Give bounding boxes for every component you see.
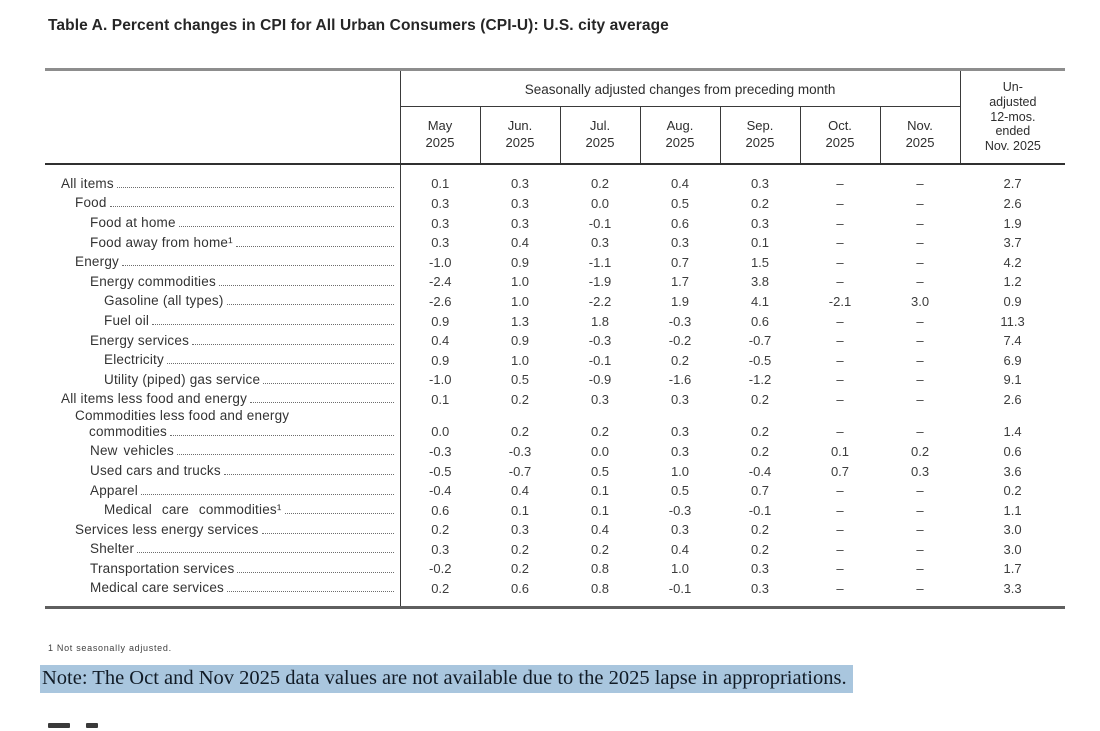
value-cell: 0.1 (830, 443, 850, 459)
row-label: New vehicles (90, 443, 174, 459)
row-label-cell (45, 538, 400, 558)
value-cell: 0.1 (431, 176, 450, 192)
value-cell: 1.9 (1003, 215, 1022, 231)
value-cell: -0.1 (668, 581, 692, 597)
value-cell: 1.7 (670, 274, 690, 290)
value-cell: 0.3 (590, 391, 610, 407)
value-cell: 2.7 (1003, 176, 1022, 192)
value-cell: 3.3 (1003, 581, 1022, 597)
value-cell: -2.2 (588, 293, 612, 309)
value-cell: 1.0 (510, 274, 530, 290)
dot-leader (237, 572, 393, 573)
table-row (45, 388, 1065, 408)
value-cell: 0.2 (750, 196, 770, 211)
row-label-cell (45, 388, 400, 408)
value-cell: 0.6 (510, 581, 530, 597)
value-cell: -2.1 (828, 293, 852, 309)
dot-leader (141, 494, 394, 495)
stub-header-cell (45, 70, 400, 165)
table-row (45, 499, 1065, 519)
value-cell: 0.3 (670, 391, 690, 407)
row-label: Food (75, 195, 107, 211)
value-cell: – (836, 561, 844, 577)
row-label: Energy services (90, 332, 190, 348)
dot-leader (227, 591, 394, 592)
value-cell: 0.5 (670, 483, 690, 499)
dot-leader (250, 402, 393, 403)
value-cell: 0.3 (590, 235, 610, 251)
value-cell: – (916, 391, 924, 407)
value-cell: -0.1 (588, 352, 612, 368)
row-label: Gasoline (all types) (104, 293, 224, 309)
column-header-sep: Sep. 2025 (720, 107, 800, 165)
value-cell: 0.9 (431, 352, 450, 368)
value-cell: 0.2 (590, 424, 610, 440)
value-cell: 0.4 (590, 522, 610, 538)
value-cell: 0.6 (1003, 443, 1022, 459)
value-cell: 0.5 (670, 196, 690, 211)
value-cell: 0.2 (431, 522, 450, 538)
value-cell: 1.5 (750, 254, 770, 270)
value-cell: 0.4 (670, 541, 690, 557)
row-label: Services less energy services (75, 521, 259, 537)
value-cell: 0.3 (750, 561, 770, 577)
value-cell: 0.6 (431, 502, 450, 518)
row-label-cell (45, 231, 400, 251)
value-cell: 2.6 (1003, 196, 1022, 211)
value-cell: 0.8 (590, 561, 610, 577)
value-cell: – (836, 254, 844, 270)
value-cell: – (916, 561, 924, 577)
table-row (45, 192, 1065, 212)
table-row (45, 368, 1065, 388)
table-row (45, 518, 1065, 538)
value-cell: -0.2 (668, 333, 692, 349)
row-label: Medical care services (90, 580, 224, 596)
value-cell: 0.2 (750, 424, 770, 440)
footnote-not-seasonally-adjusted: 1 Not seasonally adjusted. (48, 643, 172, 653)
value-cell: – (836, 424, 844, 440)
value-cell: 0.9 (510, 254, 530, 270)
value-cell: – (836, 581, 844, 597)
value-cell: 1.9 (670, 293, 690, 309)
row-label: Utility (piped) gas service (104, 371, 261, 387)
table-header (45, 70, 1065, 165)
value-cell: 1.0 (670, 463, 690, 479)
value-cell: -0.9 (588, 372, 612, 388)
value-cell: – (836, 372, 844, 388)
value-cell: 0.2 (510, 391, 530, 407)
value-cell: – (836, 274, 844, 290)
value-cell: 0.2 (750, 443, 770, 459)
value-cell: 3.7 (1003, 235, 1022, 251)
value-cell: – (836, 391, 844, 407)
value-cell: 1.3 (510, 313, 530, 329)
value-cell: – (916, 176, 924, 192)
value-cell: 0.1 (431, 391, 450, 407)
value-cell: -0.3 (668, 502, 692, 518)
row-label-cell (45, 310, 400, 330)
value-cell: 1.4 (1003, 424, 1022, 440)
value-cell: 0.3 (670, 235, 690, 251)
partially-visible-text (86, 723, 98, 728)
value-cell: -0.3 (429, 443, 452, 459)
value-cell: 0.2 (510, 424, 530, 440)
value-cell: 1.1 (1003, 502, 1022, 518)
value-cell: 0.2 (670, 352, 690, 368)
table-row (45, 310, 1065, 330)
row-label: Apparel (90, 482, 138, 498)
dot-leader (177, 454, 394, 455)
dot-leader (285, 513, 394, 514)
table-row (45, 538, 1065, 558)
value-cell: 0.6 (670, 215, 690, 231)
note-line (40, 667, 1050, 690)
column-header-jun: Jun. 2025 (480, 107, 560, 165)
row-label-cell (45, 192, 400, 212)
value-cell: 0.3 (510, 176, 530, 192)
row-label: commodities (89, 423, 167, 439)
value-cell: – (916, 522, 924, 538)
table-row (45, 349, 1065, 369)
unadjusted-line: Un- (1002, 80, 1023, 95)
value-cell: 0.3 (431, 196, 450, 211)
value-cell: 0.3 (510, 196, 530, 211)
row-label-cell (45, 329, 400, 349)
table-row (45, 231, 1065, 251)
value-cell: – (836, 352, 844, 368)
value-cell: – (916, 352, 924, 368)
row-label-cell (45, 577, 400, 607)
value-cell: 0.8 (590, 581, 610, 597)
row-label-cell (45, 479, 400, 499)
dot-leader (152, 324, 393, 325)
table-row (45, 479, 1065, 499)
value-cell: 3.6 (1003, 463, 1022, 479)
table-row (45, 577, 1065, 607)
value-cell: – (916, 274, 924, 290)
row-label: All items less food and energy (61, 391, 248, 407)
row-label: Medical care commodities¹ (104, 502, 282, 518)
value-cell: 0.2 (431, 581, 450, 597)
value-cell: 0.3 (750, 176, 770, 192)
value-cell: 0.0 (590, 443, 610, 459)
dot-leader (110, 206, 394, 207)
value-cell: -1.2 (748, 372, 772, 388)
value-cell: 0.2 (750, 391, 770, 407)
value-cell: – (836, 235, 844, 251)
value-cell: 3.0 (1003, 541, 1022, 557)
value-cell: -0.3 (668, 313, 692, 329)
value-cell: -0.3 (588, 333, 612, 349)
value-cell: -0.1 (748, 502, 772, 518)
row-label-cell (45, 557, 400, 577)
value-cell: 3.0 (1003, 522, 1022, 538)
value-cell: – (916, 581, 924, 597)
value-cell: 4.2 (1003, 254, 1022, 270)
value-cell: -0.7 (508, 463, 532, 479)
row-label-cell (45, 164, 400, 192)
value-cell: – (836, 502, 844, 518)
row-label: Shelter (90, 541, 135, 557)
value-cell: -0.5 (748, 352, 772, 368)
table-row (45, 270, 1065, 290)
value-cell: 0.0 (431, 424, 450, 440)
value-cell: 0.7 (750, 483, 770, 499)
unadjusted-line: Nov. 2025 (984, 139, 1041, 154)
unadjusted-line: 12-mos. (990, 109, 1036, 124)
value-cell: 0.3 (670, 424, 690, 440)
value-cell: – (916, 372, 924, 388)
table-row (45, 408, 1065, 440)
value-cell: – (916, 424, 924, 440)
value-cell: 0.3 (670, 443, 690, 459)
dot-leader (192, 344, 393, 345)
row-label: Energy commodities (90, 273, 216, 289)
value-cell: 0.2 (510, 561, 530, 577)
value-cell: -0.4 (429, 483, 452, 499)
table-row (45, 329, 1065, 349)
value-cell: 0.2 (590, 176, 610, 192)
value-cell: -0.1 (588, 215, 612, 231)
value-cell: 6.9 (1003, 352, 1022, 368)
value-cell: – (836, 313, 844, 329)
value-cell: – (836, 176, 844, 192)
value-cell: 0.1 (590, 483, 610, 499)
value-cell: -1.9 (588, 274, 612, 290)
value-cell: 0.5 (510, 372, 530, 388)
value-cell: 1.2 (1003, 274, 1022, 290)
column-header-may: May 2025 (400, 107, 480, 165)
partially-visible-text (48, 723, 70, 728)
value-cell: -2.4 (429, 274, 452, 290)
value-cell: 0.2 (590, 541, 610, 557)
row-label-cell (45, 349, 400, 369)
table-row (45, 212, 1065, 232)
column-header-jul: Jul. 2025 (560, 107, 640, 165)
row-label: All items (61, 175, 114, 191)
value-cell: -1.6 (668, 372, 692, 388)
column-header-nov: Nov. 2025 (880, 107, 960, 165)
value-cell: – (836, 541, 844, 557)
row-label-cell (45, 212, 400, 232)
value-cell: – (916, 313, 924, 329)
value-cell: 4.1 (750, 293, 770, 309)
highlighted-note-text: Note: The Oct and Nov 2025 data values are not available due to the 2025 lapse in appropriations. (40, 665, 853, 693)
value-cell: 0.3 (431, 541, 450, 557)
column-header-oct: Oct. 2025 (800, 107, 880, 165)
dot-leader (167, 363, 394, 364)
row-label: Commodities less food and energy (75, 407, 290, 423)
row-label-cell (45, 460, 400, 480)
dot-leader (219, 285, 394, 286)
value-cell: 0.3 (750, 215, 770, 231)
value-cell: -0.3 (508, 443, 532, 459)
value-cell: 9.1 (1003, 372, 1022, 388)
value-cell: 0.2 (510, 541, 530, 557)
row-label: Electricity (104, 352, 164, 368)
value-cell: 0.2 (1003, 483, 1022, 499)
row-label: Energy (75, 254, 119, 270)
dot-leader (170, 435, 394, 436)
row-label-cell (45, 408, 400, 440)
value-cell: -0.5 (429, 463, 452, 479)
unadjusted-line: ended (995, 124, 1031, 139)
value-cell: 0.3 (510, 215, 530, 231)
value-cell: – (836, 483, 844, 499)
row-label-cell (45, 518, 400, 538)
value-cell: -1.0 (429, 254, 452, 270)
row-label: Transportation services (90, 560, 235, 576)
value-cell: 0.1 (590, 502, 610, 518)
value-cell: 0.4 (670, 176, 690, 192)
dot-leader (263, 383, 393, 384)
value-cell: 1.7 (1003, 561, 1022, 577)
value-cell: – (916, 196, 924, 211)
value-cell: 0.9 (431, 313, 450, 329)
value-cell: 0.3 (431, 215, 450, 231)
value-cell: 3.8 (750, 274, 770, 290)
unadjusted-line: adjusted (989, 94, 1037, 109)
value-cell: – (916, 254, 924, 270)
value-cell: 0.1 (510, 502, 530, 518)
dot-leader (262, 533, 394, 534)
value-cell: 0.3 (670, 522, 690, 538)
value-cell: – (836, 215, 844, 231)
value-cell: 0.2 (750, 541, 770, 557)
row-label-cell (45, 270, 400, 290)
seasonally-adjusted-group-header: Seasonally adjusted changes from preceding month (400, 70, 960, 107)
table-body (45, 164, 1065, 607)
value-cell: 3.0 (911, 293, 930, 309)
value-cell: 0.9 (510, 333, 530, 349)
value-cell: 0.7 (670, 254, 690, 270)
unadjusted-12mo-header (960, 70, 1065, 165)
table-row (45, 251, 1065, 271)
value-cell: – (916, 483, 924, 499)
value-cell: 0.2 (911, 443, 930, 459)
value-cell: 0.5 (590, 463, 610, 479)
row-label-cell (45, 368, 400, 388)
row-label-cell (45, 440, 400, 460)
dot-leader (122, 265, 394, 266)
value-cell: 0.4 (510, 483, 530, 499)
row-label-cell (45, 290, 400, 310)
value-cell: 2.6 (1003, 391, 1022, 407)
row-label: Fuel oil (104, 312, 150, 328)
value-cell: – (916, 333, 924, 349)
page-title: Table A. Percent changes in CPI for All Urban Consumers (CPI-U): U.S. city average (48, 17, 669, 34)
value-cell: 7.4 (1003, 333, 1022, 349)
value-cell: – (836, 333, 844, 349)
row-label: Food away from home¹ (90, 234, 233, 250)
value-cell: 11.3 (1000, 313, 1025, 329)
value-cell: -1.0 (429, 372, 452, 388)
table-row (45, 557, 1065, 577)
row-label-cell (45, 251, 400, 271)
column-header-aug: Aug. 2025 (640, 107, 720, 165)
row-label: Food at home (90, 215, 176, 230)
value-cell: 1.0 (510, 352, 530, 368)
table-row (45, 290, 1065, 310)
dot-leader (227, 304, 394, 305)
value-cell: 0.3 (510, 522, 530, 538)
value-cell: 0.2 (750, 522, 770, 538)
value-cell: 0.3 (750, 581, 770, 597)
value-cell: – (836, 522, 844, 538)
value-cell: 1.8 (590, 313, 610, 329)
value-cell: 1.0 (510, 293, 530, 309)
value-cell: -0.4 (748, 463, 772, 479)
value-cell: 0.3 (911, 463, 930, 479)
value-cell: – (916, 541, 924, 557)
row-label-cell (45, 499, 400, 519)
value-cell: – (836, 196, 844, 211)
table-row (45, 440, 1065, 460)
value-cell: 0.1 (750, 235, 770, 251)
value-cell: 0.7 (830, 463, 850, 479)
value-cell: – (916, 235, 924, 251)
value-cell: 0.9 (1003, 293, 1022, 309)
table-row (45, 460, 1065, 480)
table-row (45, 164, 1065, 192)
cpi-table (45, 68, 1065, 609)
value-cell: -0.2 (429, 561, 452, 577)
dot-leader (117, 187, 394, 188)
value-cell: – (916, 502, 924, 518)
dot-leader (179, 226, 394, 227)
value-cell: -0.7 (748, 333, 772, 349)
value-cell: 0.4 (431, 333, 450, 349)
dot-leader (236, 246, 394, 247)
value-cell: 0.3 (431, 235, 450, 251)
value-cell: -2.6 (429, 293, 452, 309)
row-label: Used cars and trucks (90, 462, 221, 478)
value-cell: 0.0 (590, 196, 610, 211)
value-cell: 1.0 (670, 561, 690, 577)
dot-leader (224, 474, 394, 475)
value-cell: – (916, 215, 924, 231)
value-cell: -1.1 (588, 254, 612, 270)
dot-leader (137, 552, 393, 553)
value-cell: 0.6 (750, 313, 770, 329)
value-cell: 0.4 (510, 235, 530, 251)
